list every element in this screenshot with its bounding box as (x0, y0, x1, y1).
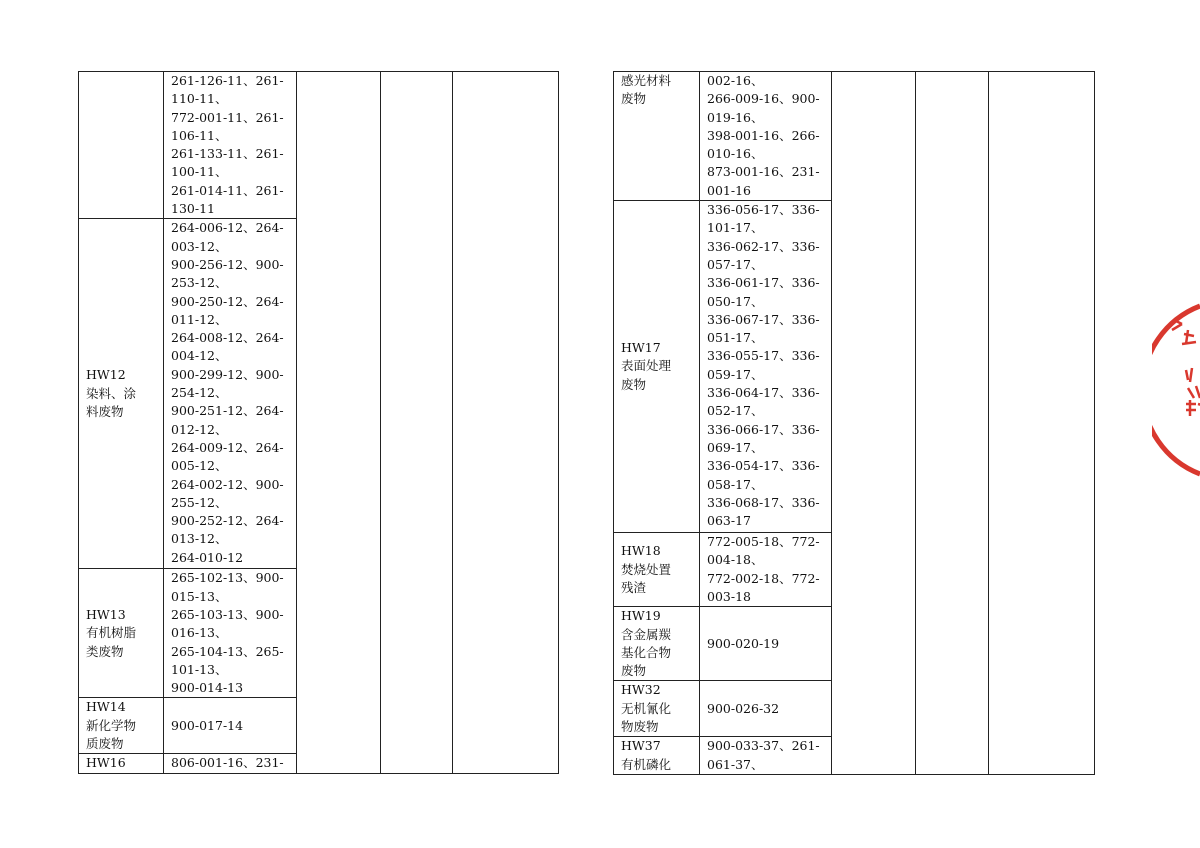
right-waste-table (613, 71, 1095, 775)
codes-cell: 900-020-19 (700, 607, 832, 681)
codes-cell: 900-033-37、261- 061-37、 (700, 737, 832, 775)
left-waste-table (78, 71, 559, 774)
category-cell: HW19 含金属羰 基化合物 废物 (614, 607, 700, 681)
blank-column-3 (832, 72, 916, 775)
left-table-panel (78, 71, 558, 771)
codes-cell: 336-056-17、336- 101-17、 336-062-17、336- 057-17、 336-061-17、336- 050-17、 336-067-17、336- 051-17、 336-055-17、336- 059-17、 336-064-17、336- 052-17、 336-066-17、336- 069-17、 336-054-17、336- 058-17、 336-068-17、336- 063-17 (700, 201, 832, 533)
category-cell: HW13 有机树脂 类废物 (79, 569, 164, 698)
codes-cell: 264-006-12、264- 003-12、 900-256-12、900- 253-12、 900-250-12、264- 011-12、 264-008-12、264- 004-12、 900-299-12、900- 254-12、 900-251-12、264- 012-12、 264-009-12、264- 005-12、 264-002-12、900- 255-12、 900-252-12、264- 013-12、 264-010-12 (164, 219, 297, 569)
blank-column-4 (916, 72, 989, 775)
codes-cell: 261-126-11、261- 110-11、 772-001-11、261- 106-11、 261-133-11、261- 100-11、 261-014-11、261- 130-11 (164, 72, 297, 219)
category-cell: HW16 (79, 754, 164, 773)
codes-cell: 265-102-13、900- 015-13、 265-103-13、900- 016-13、 265-104-13、265- 101-13、 900-014-13 (164, 569, 297, 698)
blank-column-3 (297, 72, 381, 774)
category-cell: 感光材料 废物 (614, 72, 700, 201)
category-cell (79, 72, 164, 219)
seal-glyph-marks (1172, 320, 1200, 416)
blank-column-4 (381, 72, 453, 774)
blank-column-5 (453, 72, 559, 774)
codes-cell: 002-16、 266-009-16、900- 019-16、 398-001-16、266- 010-16、 873-001-16、231- 001-16 (700, 72, 832, 201)
codes-cell: 900-026-32 (700, 681, 832, 737)
category-cell: HW14 新化学物 质废物 (79, 698, 164, 754)
seal-ring-arc (1152, 306, 1200, 474)
category-cell: HW17 表面处理 废物 (614, 201, 700, 533)
table-row (614, 72, 1095, 201)
category-cell: HW12 染料、涂 料废物 (79, 219, 164, 569)
table-row (79, 72, 559, 219)
category-cell: HW37 有机磷化 (614, 737, 700, 775)
right-table-panel (613, 71, 1094, 772)
seal-stamp (1152, 300, 1200, 480)
blank-column-5 (989, 72, 1095, 775)
codes-cell: 806-001-16、231- (164, 754, 297, 773)
codes-cell: 900-017-14 (164, 698, 297, 754)
category-cell: HW32 无机氰化 物废物 (614, 681, 700, 737)
codes-cell: 772-005-18、772- 004-18、 772-002-18、772- 003-18 (700, 533, 832, 607)
category-cell: HW18 焚烧处置 残渣 (614, 533, 700, 607)
